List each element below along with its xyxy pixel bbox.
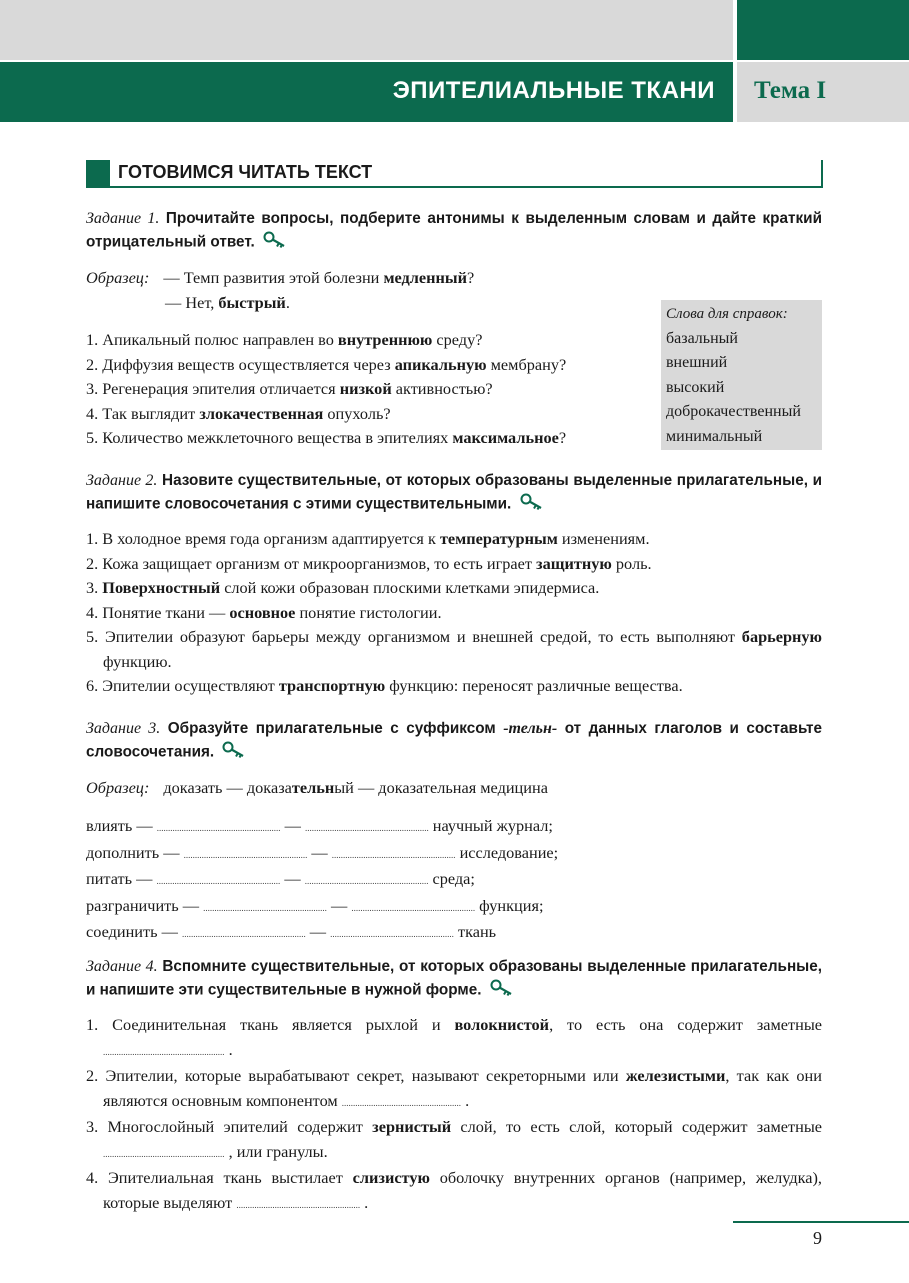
suffix: -тельн- — [503, 720, 558, 737]
chapter-title: ЭПИТЕЛИАЛЬНЫЕ ТКАНИ — [392, 77, 715, 104]
list-item: соединить — ....................................................... — ....................................................... ткань — [86, 922, 497, 941]
reference-word: доброкачественный — [666, 403, 801, 420]
footer-rule — [733, 1221, 909, 1223]
task-3-instruction: Задание 3. Образуйте прилагательные с суффиксом -тельн- от данных глаголов и составьте словосочетания. — [86, 717, 822, 765]
task-text: Вспомните существительные, от которых образованы выделенные прилагательные, и напишите эти существительные в нужной форме. — [86, 958, 823, 999]
list-item: 3. Регенерация эпителия отличается низкой активностью? — [86, 379, 493, 398]
task-4-list — [86, 1013, 822, 1217]
reference-word: высокий — [666, 378, 725, 396]
theme-box — [737, 62, 909, 122]
page-number: 9 — [813, 1228, 822, 1248]
reference-word: внешний — [666, 354, 728, 371]
list-item: дополнить — ....................................................... — ....................................................... исследование; — [86, 842, 559, 862]
list-item: 1. Апикальный полюс направлен во внутреннюю среду? — [86, 330, 483, 349]
reference-word: минимальный — [666, 427, 763, 445]
task-text: Назовите существительные, от которых образованы выделенные прилагательные, и напишите словосочетания с этими существительными. — [86, 472, 822, 513]
top-green-block — [737, 0, 909, 60]
task-3-sample: Образец: доказать — доказательный — доказательная медицина — [86, 778, 548, 797]
section-square-icon — [86, 160, 110, 186]
task-number: Задание 4. — [86, 958, 158, 975]
task-number: Задание 1. — [86, 210, 160, 227]
section-title: ГОТОВИМСЯ ЧИТАТЬ ТЕКСТ — [118, 162, 373, 182]
header-band — [0, 62, 733, 122]
list-item: 1. В холодное время года организм адаптируется к температурным изменениям. — [86, 529, 650, 548]
list-item: разграничить — ....................................................... — ....................................................... функция; — [86, 895, 544, 915]
key-icon — [490, 978, 514, 1003]
sample-label: Образец: — [86, 268, 150, 287]
list-item: 2. Кожа защищает организм от микроорганизмов, то есть играет защитную роль. — [86, 553, 652, 573]
key-icon — [263, 230, 287, 255]
list-item: питать — ....................................................... — ....................................................... среда; — [86, 869, 475, 888]
sample-label: Образец: — [86, 778, 150, 797]
task-number: Задание 2. — [86, 472, 158, 489]
list-item: 5. Эпителии образуют барьеры между организмом и внешней средой, то есть выполняют барьерную функцию. — [86, 627, 822, 671]
reference-words-box — [661, 300, 822, 450]
theme-label: Тема I — [754, 77, 827, 104]
top-gray-bar — [0, 0, 733, 60]
list-item: 1. Соединительная ткань является рыхлой и волокнистой, то есть она содержит заметные ...................................................... . — [86, 1015, 822, 1059]
task-4-instruction — [86, 955, 822, 1003]
list-item: 4. Эпителиальная ткань выстилает слизистую оболочку внутренних органов (например, желудка), которые выделяют ....................................................... . — [86, 1168, 822, 1212]
list-item: 2. Диффузия веществ осуществляется через апикальную мембрану? — [86, 354, 567, 374]
task-2-list — [86, 527, 822, 699]
list-item: влиять — ....................................................... — ....................................................... научный журнал; — [86, 816, 553, 835]
task-1-instruction — [86, 207, 822, 255]
task-2-instruction — [86, 469, 822, 517]
list-item: 4. Так выглядит злокачественная опухоль? — [86, 403, 391, 423]
list-item: 5. Количество межклеточного вещества в эпителиях максимальное? — [86, 428, 567, 447]
reference-word: базальный — [666, 329, 738, 347]
key-icon — [222, 740, 246, 765]
list-item: 2. Эпителии, которые вырабатывают секрет, называют секреторными или железистыми, так как они являются основным компонентом ..................................................... . — [86, 1066, 822, 1110]
task-text: Прочитайте вопросы, подберите антонимы к выделенным словам и дайте краткий отрицательный ответ. — [86, 210, 822, 251]
task-3-rows — [86, 814, 822, 947]
reference-title: Слова для справок: — [666, 306, 788, 322]
list-item: 3. Поверхностный слой кожи образован плоскими клетками эпидермиса. — [86, 578, 600, 597]
section-heading — [86, 160, 823, 188]
task-number: Задание 3. — [86, 720, 161, 737]
key-icon — [520, 492, 544, 517]
list-item: 3. Многослойный эпителий содержит зернистый слой, то есть слой, который содержит заметные ...................................................... , или гранулы. — [86, 1117, 822, 1161]
task-1-sample: Образец: — Темп развития этой болезни медленный? — Нет, быстрый. — [86, 268, 475, 312]
list-item: 6. Эпителии осуществляют транспортную функцию: переносят различные вещества. — [86, 676, 683, 695]
list-item: 4. Понятие ткани — основное понятие гистологии. — [86, 602, 442, 622]
